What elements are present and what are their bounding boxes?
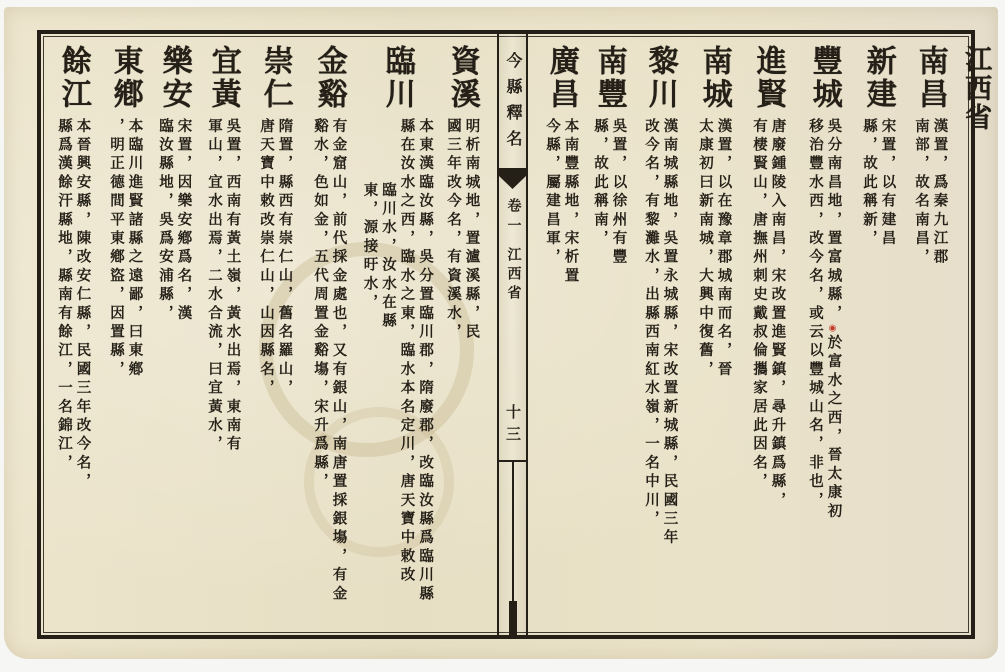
annotation-column: 隋置，縣西有崇仁山，舊名羅山， — [276, 118, 293, 399]
county-entry — [796, 45, 852, 629]
province-name: 江西省 — [961, 45, 992, 132]
county-annotation — [443, 118, 480, 629]
county-annotation — [360, 118, 434, 629]
county-name: 宜黃 — [206, 45, 240, 111]
county-annotation — [204, 118, 241, 629]
printed-frame — [37, 30, 992, 639]
annotation-column: 有金窟山，前代採金處也，又有銀山，南唐置採銀塲，有金 — [330, 118, 347, 605]
annotation-column: 唐天寶中敕改崇仁山，山因縣名， — [258, 118, 274, 399]
annotation-column: 本臨川進賢諸縣之遠鄙，曰東鄕 — [126, 118, 143, 380]
county-name: 南城 — [697, 45, 731, 111]
county-name: 東鄕 — [108, 45, 142, 111]
county-name: 臨川 — [380, 45, 414, 111]
county-name: 豐城 — [807, 45, 841, 111]
county-annotation — [590, 118, 627, 629]
fold-line — [512, 462, 514, 635]
county-name: 廣昌 — [544, 45, 578, 111]
county-entry — [301, 45, 357, 629]
annotation-column: 縣在汝水之西，臨水之東，臨水本名定川，唐天寶中敕改 — [398, 118, 415, 586]
annotation-column: 漢置，以在豫章郡城南而名，晉 — [715, 118, 732, 380]
county-name: 南豐 — [592, 45, 626, 111]
county-entry — [740, 45, 796, 629]
annotation-column: 東，源接旴水， — [361, 182, 378, 313]
county-annotation — [859, 118, 896, 629]
annotation-column: 宋置，以有建昌 — [879, 118, 896, 249]
county-annotation — [695, 118, 732, 629]
county-name: 南昌 — [913, 45, 947, 111]
annotation-column: 谿水，色如金，五代周置金谿塲，宋升爲縣， — [312, 118, 328, 492]
annotation-column: 南部，故名南昌， — [913, 118, 929, 268]
annotation-column: 漢南城縣地，吳置永城縣，宋改置新城縣，民國三年 — [661, 118, 678, 549]
annotation-column: 縣爲漢餘汗縣地，縣南有餘江，一名錦江， — [56, 118, 72, 474]
left-half-page — [41, 34, 497, 635]
annotation-text: 吳分南昌地，置富城縣， — [825, 118, 842, 324]
county-entry — [586, 45, 632, 629]
county-annotation — [310, 118, 347, 629]
county-entry — [99, 45, 151, 629]
right-half-page — [528, 34, 1005, 635]
county-annotation — [805, 118, 842, 629]
fold-tail-mark — [509, 601, 517, 635]
county-annotation — [641, 118, 678, 629]
county-annotation — [542, 118, 579, 629]
province-header-entry — [956, 45, 996, 629]
annotation-column: 改今名，有黎灘水，出縣西南紅水嶺，一名中川， — [643, 118, 659, 530]
annotation-column: 吳置，西南有黃土嶺，黃水出焉，東南有 — [224, 118, 241, 455]
county-entry — [151, 45, 197, 629]
county-name: 進賢 — [751, 45, 785, 111]
annotation-column: 太康初曰新南城，大興中復舊， — [697, 118, 713, 380]
center-fold — [497, 34, 528, 635]
county-entry — [47, 45, 99, 629]
fishtail-ornament — [499, 168, 526, 189]
county-annotation — [54, 118, 91, 629]
page-number: 十三 — [504, 404, 520, 448]
annotation-column: 漢置，爲秦九江郡 — [931, 118, 948, 268]
county-annotation — [106, 118, 143, 629]
annotation-column: 今縣，屬建昌軍， — [544, 118, 560, 268]
annotation-column: ，明正德間平東鄕盜，因置縣， — [108, 118, 124, 380]
annotation-column: 縣，故此稱南， — [592, 118, 608, 249]
annotation-column: 本東漢臨汝縣，吳分置臨川郡，隋廢郡，改臨汝縣爲臨川縣 — [417, 118, 434, 605]
county-name: 新建 — [861, 45, 895, 111]
annotation-column: 移治豐水西，改今名，或云以豐城山名，非也， — [807, 118, 823, 511]
annotation-column: 本南豐縣地，宋析置 — [562, 118, 579, 287]
red-reading-mark: ◉ — [828, 323, 839, 335]
county-entry — [197, 45, 249, 629]
annotation-column — [824, 118, 843, 629]
county-annotation — [256, 118, 293, 629]
annotation-column: 有棲賢山，唐撫州刺史戴叔倫攜家居此因名， — [751, 118, 767, 492]
annotation-column: 明析南城地，置瀘溪縣，民 — [463, 118, 480, 343]
county-entry — [536, 45, 586, 629]
section-label: 江西省 — [505, 247, 521, 304]
county-name: 金谿 — [312, 45, 346, 111]
annotation-column: 臨川水，汝水在縣 — [380, 182, 396, 332]
scanned-page — [4, 7, 998, 659]
county-annotation — [911, 118, 948, 629]
volume-label: 卷一 — [505, 198, 521, 238]
annotation-column: 國三年改今名，有資溪水， — [445, 118, 461, 343]
county-entry — [437, 45, 487, 629]
county-name: 資溪 — [445, 45, 479, 111]
annotation-column: 本晉興安縣，陳改安仁縣，民國三年改今名， — [74, 118, 91, 492]
annotation-column: 宋置，因樂安鄕爲名，漢 — [175, 118, 192, 324]
annotation-column: 軍山，宜水出焉，二水合流，曰宜黃水， — [206, 118, 222, 455]
county-name: 餘江 — [56, 45, 90, 111]
book-title: 今縣釋名 — [504, 52, 521, 156]
county-annotation — [749, 118, 786, 629]
county-entry — [357, 45, 437, 629]
county-name: 樂安 — [157, 45, 191, 111]
county-annotation — [155, 118, 192, 629]
annotation-text: 於富水之西，晉太康初 — [825, 334, 842, 522]
county-entry — [249, 45, 301, 629]
county-name: 黎川 — [643, 45, 677, 111]
annotation-column: 縣，故此稱新， — [861, 118, 877, 249]
county-entry — [852, 45, 904, 629]
county-name: 崇仁 — [258, 45, 292, 111]
county-entry — [632, 45, 688, 629]
annotation-column: 吳置，以徐州有豐 — [610, 118, 627, 268]
annotation-column: 臨汝縣地，吳爲安浦縣， — [157, 118, 173, 324]
county-entry — [688, 45, 740, 629]
annotation-column: 唐廢鍾陵入南昌，宋改置進賢鎮，尋升鎮爲縣， — [769, 118, 786, 511]
county-entry — [904, 45, 956, 629]
